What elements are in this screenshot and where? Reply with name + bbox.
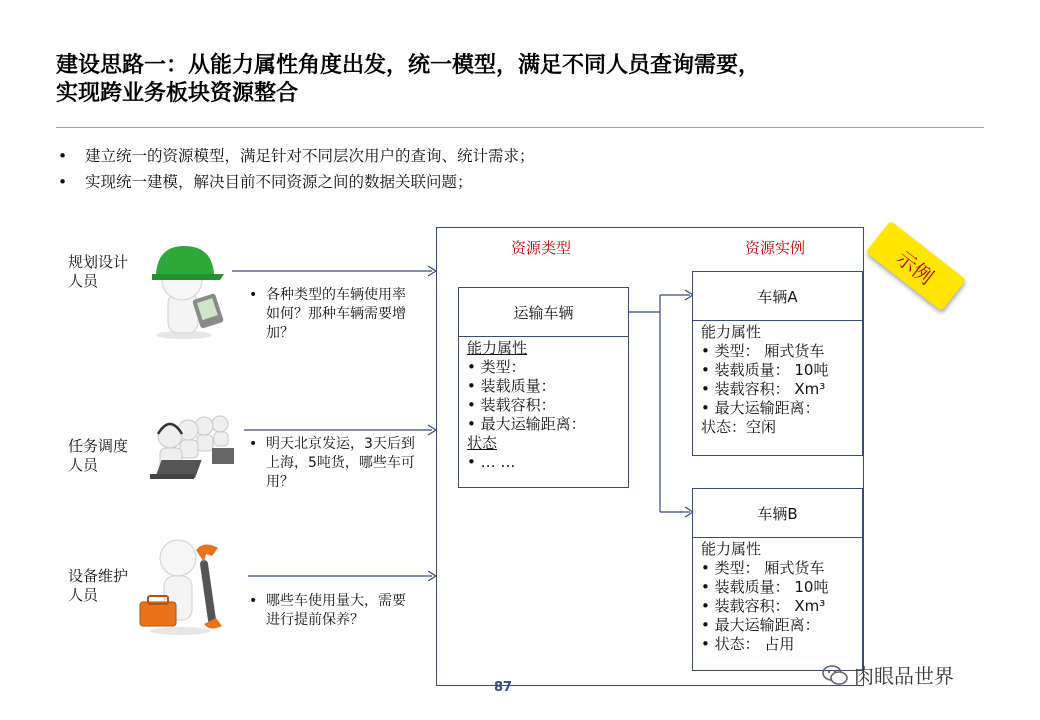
arrow-maintenance xyxy=(248,570,440,582)
maintenance-figure-icon xyxy=(134,536,234,636)
dispatcher-figure-icon xyxy=(142,404,242,490)
bullet-dot: • xyxy=(249,287,258,303)
page-number: 87 xyxy=(494,680,513,694)
title-divider xyxy=(56,127,984,128)
instance-line: • 类型： 厢式货车 xyxy=(701,342,825,360)
instance-line: • 装载容积： Xm³ xyxy=(701,380,826,398)
page-title xyxy=(56,52,956,108)
instance-line: • 状态： 占用 xyxy=(701,635,795,653)
intro-bullet-text: 建立统一的资源模型，满足针对不同层次用户的查询、统计需求； xyxy=(85,147,535,165)
instance-a-body xyxy=(693,321,862,439)
title-line-1: 建设思路一：从能力属性角度出发，统一模型，满足不同人员查询需要， xyxy=(56,53,761,78)
attr-item: • 装载容积： xyxy=(467,396,556,414)
question-maintenance xyxy=(249,592,416,630)
question-maintenance-text: 哪些车使用量大，需要进行提前保养？ xyxy=(266,593,406,628)
state-item: • … … xyxy=(467,453,516,471)
instance-line: • 装载质量： 10吨 xyxy=(701,578,829,596)
role-label-maintenance: 设备维护 人员 xyxy=(68,567,129,604)
instance-b-title: 车辆B xyxy=(693,489,862,538)
instance-card-b xyxy=(692,488,863,671)
question-dispatcher-text: 明天北京发运，3天后到上海，5吨货，哪些车可用？ xyxy=(266,436,415,490)
attr-heading: 能力属性 xyxy=(701,540,762,558)
column-header-type: 资源类型 xyxy=(511,239,572,257)
intro-bullet-text: 实现统一建模，解决目前不同资源之间的数据关联问题； xyxy=(85,173,473,191)
intro-bullet xyxy=(58,169,535,195)
instance-a-title: 车辆A xyxy=(693,272,862,321)
title-line-2: 实现跨业务板块资源整合 xyxy=(56,81,299,106)
attr-item: • 最大运输距离： xyxy=(467,415,586,433)
wechat-icon xyxy=(822,664,848,686)
planner-figure-icon xyxy=(138,238,230,340)
resource-type-title: 运输车辆 xyxy=(459,288,628,337)
state-heading: 状态 xyxy=(467,434,498,452)
intro-bullets xyxy=(58,143,535,195)
instance-line: • 最大运输距离： xyxy=(701,616,820,634)
instance-card-a xyxy=(692,271,863,456)
intro-bullet xyxy=(58,143,535,169)
question-planner xyxy=(249,286,416,343)
instance-line: • 最大运输距离： xyxy=(701,399,820,417)
instance-line: • 类型： 厢式货车 xyxy=(701,559,825,577)
instance-b-body xyxy=(693,538,862,656)
role-label-dispatcher: 任务调度 人员 xyxy=(68,437,129,474)
question-dispatcher xyxy=(249,435,416,492)
role-label-planner: 规划设计 人员 xyxy=(68,253,129,290)
bullet-dot: • xyxy=(249,436,258,452)
instance-line: • 装载容积： Xm³ xyxy=(701,597,826,615)
attr-heading: 能力属性 xyxy=(701,323,762,341)
resource-type-body xyxy=(459,337,628,474)
type-to-instance-connector xyxy=(628,288,698,518)
bullet-dot: • xyxy=(58,173,68,191)
instance-line: 状态：空闲 xyxy=(701,418,777,436)
resource-type-card xyxy=(458,287,629,488)
watermark-text: 肉眼品世界 xyxy=(854,664,954,688)
sample-tag: 示例 xyxy=(866,221,966,312)
instance-line: • 装载质量： 10吨 xyxy=(701,361,829,379)
arrow-planner xyxy=(232,265,440,277)
column-header-instance: 资源实例 xyxy=(745,239,806,257)
attr-item: • 装载质量： xyxy=(467,377,556,395)
bullet-dot: • xyxy=(58,147,68,165)
bullet-dot: • xyxy=(249,593,258,609)
attr-item: • 类型： xyxy=(467,358,526,376)
attr-heading: 能力属性 xyxy=(467,339,528,357)
question-planner-text: 各种类型的车辆使用率如何？那种车辆需要增加？ xyxy=(266,287,406,341)
watermark xyxy=(822,660,954,689)
